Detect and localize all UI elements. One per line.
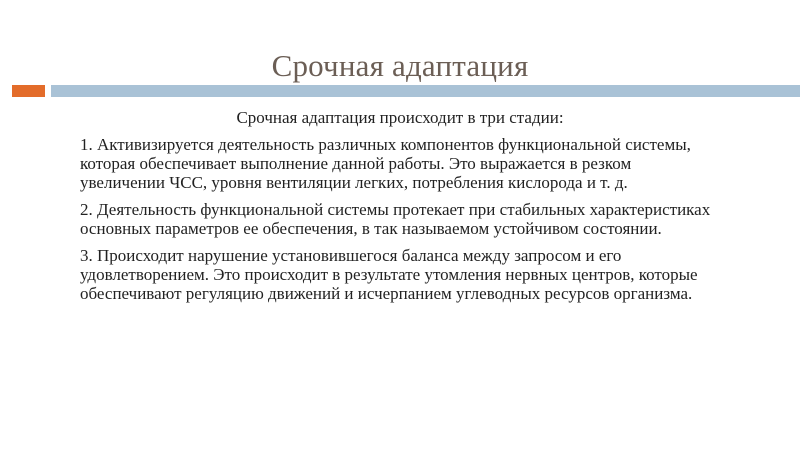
stage-paragraph-3: 3. Происходит нарушение установившегося баланса между запросом и его удовлетворением. Это происходит в результате утомления нервных центров, которые обеспечивают регуляцию движений и исчерпанием углеводных ресурсов организма. bbox=[80, 246, 698, 303]
title-accent-bar bbox=[0, 85, 800, 97]
stage-paragraph-2: 2. Деятельность функциональной системы протекает при стабильных характеристиках основных параметров ее обеспечения, в так называемом устойчивом состоянии. bbox=[80, 200, 711, 238]
accent-bar-orange bbox=[12, 85, 45, 97]
slide-body bbox=[80, 108, 720, 311]
intro-text: Срочная адаптация происходит в три стадии: bbox=[236, 108, 564, 127]
stage-paragraph-1: 1. Активизируется деятельность различных компонентов функциональной системы, которая обеспечивает выполнение данной работы. Это выражается в резком увеличении ЧСС, уровня вентиляции легких, потребления кислорода и т. д. bbox=[80, 135, 691, 192]
accent-bar-blue bbox=[51, 85, 800, 97]
slide-title: Срочная адаптация bbox=[271, 48, 529, 83]
